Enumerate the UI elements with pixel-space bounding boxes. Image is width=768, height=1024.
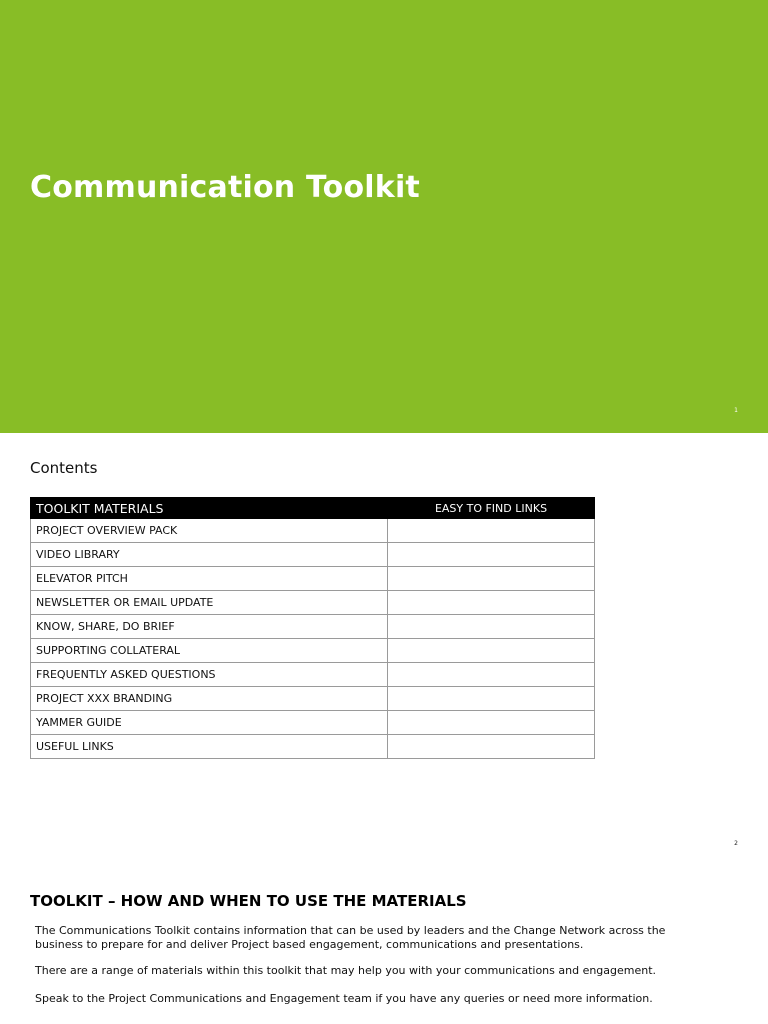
page-number: 2 [734, 840, 738, 847]
usage-heading: TOOLKIT – HOW AND WHEN TO USE THE MATERIALS [30, 892, 467, 910]
link-cell[interactable] [388, 591, 595, 615]
table-row [31, 735, 595, 759]
table-row [31, 639, 595, 663]
table-row [31, 567, 595, 591]
header-toolkit-materials: TOOLKIT MATERIALS [31, 498, 388, 519]
usage-paragraph: Speak to the Project Communications and Engagement team if you have any queries or need more information. [35, 992, 653, 1005]
table-row [31, 711, 595, 735]
usage-paragraph: There are a range of materials within this toolkit that may help you with your communications and engagement. [35, 964, 657, 977]
material-name: USEFUL LINKS [31, 735, 388, 759]
material-name: PROJECT OVERVIEW PACK [31, 519, 388, 543]
table-row [31, 543, 595, 567]
link-cell[interactable] [388, 663, 595, 687]
table-row [31, 663, 595, 687]
contents-heading: Contents [30, 459, 98, 477]
material-name: PROJECT XXX BRANDING [31, 687, 388, 711]
material-name: ELEVATOR PITCH [31, 567, 388, 591]
material-name: YAMMER GUIDE [31, 711, 388, 735]
link-cell[interactable] [388, 735, 595, 759]
table-header-row [31, 498, 595, 519]
material-name: FREQUENTLY ASKED QUESTIONS [31, 663, 388, 687]
table-row [31, 519, 595, 543]
usage-paragraph: The Communications Toolkit contains information that can be used by leaders and the Change Network across the business to prepare for and deliver Project based engagement, communications and presentations. [35, 924, 666, 951]
material-name: KNOW, SHARE, DO BRIEF [31, 615, 388, 639]
link-cell[interactable] [388, 711, 595, 735]
header-easy-to-find-links: EASY TO FIND LINKS [388, 498, 595, 519]
table-row [31, 615, 595, 639]
page-number: 1 [734, 407, 738, 414]
table-row [31, 591, 595, 615]
material-name: NEWSLETTER OR EMAIL UPDATE [31, 591, 388, 615]
link-cell[interactable] [388, 687, 595, 711]
link-cell[interactable] [388, 519, 595, 543]
cover-title: Communication Toolkit [30, 170, 420, 205]
link-cell[interactable] [388, 639, 595, 663]
link-cell[interactable] [388, 615, 595, 639]
table-row [31, 687, 595, 711]
contents-table [30, 497, 595, 759]
cover-slide [0, 0, 768, 433]
material-name: SUPPORTING COLLATERAL [31, 639, 388, 663]
link-cell[interactable] [388, 543, 595, 567]
link-cell[interactable] [388, 567, 595, 591]
material-name: VIDEO LIBRARY [31, 543, 388, 567]
